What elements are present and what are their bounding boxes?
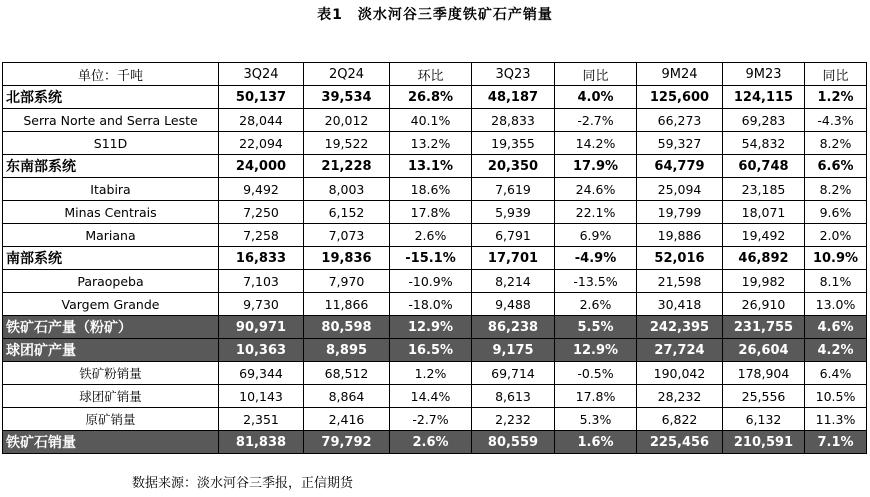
table-cell: 46,892	[723, 247, 805, 270]
table-cell: 2.6%	[390, 431, 472, 454]
table-cell: 69,344	[219, 362, 304, 385]
row-label-cell: 铁矿石产量（粉矿）	[3, 316, 219, 339]
table-header-row	[3, 63, 867, 86]
table-cell: 86,238	[472, 316, 555, 339]
table-row	[3, 86, 867, 109]
table-cell: 40.1%	[390, 109, 472, 132]
table-cell: 6.6%	[805, 155, 867, 178]
table-cell: 17,701	[472, 247, 555, 270]
table-cell: 19,886	[637, 224, 723, 247]
table-cell: 9,488	[472, 293, 555, 316]
table-cell: 9,492	[219, 178, 304, 201]
table-cell: -10.9%	[390, 270, 472, 293]
table-cell: 48,187	[472, 86, 555, 109]
table-cell: 12.9%	[555, 339, 637, 362]
table-cell: 10,363	[219, 339, 304, 362]
table-row	[3, 293, 867, 316]
table-cell: 19,492	[723, 224, 805, 247]
table-cell: -15.1%	[390, 247, 472, 270]
table-cell: 13.0%	[805, 293, 867, 316]
header-cell: 单位：千吨	[3, 63, 219, 86]
table-cell: 4.0%	[555, 86, 637, 109]
table-cell: 24,000	[219, 155, 304, 178]
table-cell: 1.6%	[555, 431, 637, 454]
table-row	[3, 224, 867, 247]
table-cell: 10,143	[219, 385, 304, 408]
table-cell: 14.2%	[555, 132, 637, 155]
table-cell: 90,971	[219, 316, 304, 339]
table-cell: 6.9%	[555, 224, 637, 247]
table-cell: 13.1%	[390, 155, 472, 178]
table-cell: 26.8%	[390, 86, 472, 109]
table-cell: 69,283	[723, 109, 805, 132]
iron-ore-table	[2, 62, 867, 454]
table-cell: 2.6%	[390, 224, 472, 247]
header-cell: 9M23	[723, 63, 805, 86]
table-cell: 225,456	[637, 431, 723, 454]
table-cell: 18.6%	[390, 178, 472, 201]
table-cell: 2,232	[472, 408, 555, 431]
row-label-cell: 南部系统	[3, 247, 219, 270]
table-cell: -0.5%	[555, 362, 637, 385]
table-cell: 7,103	[219, 270, 304, 293]
table-cell: 27,724	[637, 339, 723, 362]
table-cell: 26,604	[723, 339, 805, 362]
table-cell: 9,175	[472, 339, 555, 362]
table-body	[3, 86, 867, 454]
table-cell: 22.1%	[555, 201, 637, 224]
table-cell: 125,600	[637, 86, 723, 109]
table-cell: 20,012	[304, 109, 390, 132]
table-cell: 7,619	[472, 178, 555, 201]
table-row	[3, 339, 867, 362]
table-row	[3, 316, 867, 339]
table-cell: 9.6%	[805, 201, 867, 224]
table-cell: 4.6%	[805, 316, 867, 339]
table-cell: 4.2%	[805, 339, 867, 362]
table-cell: 5.5%	[555, 316, 637, 339]
table-cell: 1.2%	[805, 86, 867, 109]
row-label-cell: 铁矿石销量	[3, 431, 219, 454]
table-cell: 9,730	[219, 293, 304, 316]
table-cell: 16.5%	[390, 339, 472, 362]
table-cell: 52,016	[637, 247, 723, 270]
table-cell: 17.9%	[555, 155, 637, 178]
table-row	[3, 109, 867, 132]
table-row	[3, 385, 867, 408]
table-cell: 12.9%	[390, 316, 472, 339]
table-cell: 6,791	[472, 224, 555, 247]
table-row	[3, 178, 867, 201]
table-cell: 80,559	[472, 431, 555, 454]
table-cell: 8,214	[472, 270, 555, 293]
row-label-cell: 东南部系统	[3, 155, 219, 178]
row-label-cell: S11D	[3, 132, 219, 155]
table-cell: 21,598	[637, 270, 723, 293]
table-cell: 30,418	[637, 293, 723, 316]
table-cell: 17.8%	[390, 201, 472, 224]
table-cell: 5,939	[472, 201, 555, 224]
table-cell: 6,132	[723, 408, 805, 431]
table-cell: 13.2%	[390, 132, 472, 155]
row-label-cell: Itabira	[3, 178, 219, 201]
table-cell: 39,534	[304, 86, 390, 109]
table-cell: 19,836	[304, 247, 390, 270]
table-cell: 60,748	[723, 155, 805, 178]
table-cell: 2.6%	[555, 293, 637, 316]
table-cell: 2,416	[304, 408, 390, 431]
table-row	[3, 132, 867, 155]
table-cell: 19,799	[637, 201, 723, 224]
table-cell: 8,895	[304, 339, 390, 362]
table-cell: 19,522	[304, 132, 390, 155]
table-cell: 21,228	[304, 155, 390, 178]
table-cell: 59,327	[637, 132, 723, 155]
row-label-cell: 球团矿产量	[3, 339, 219, 362]
table-cell: -4.9%	[555, 247, 637, 270]
table-cell: 10.5%	[805, 385, 867, 408]
table-cell: 7,250	[219, 201, 304, 224]
table-cell: 79,792	[304, 431, 390, 454]
table-cell: 28,833	[472, 109, 555, 132]
table-cell: 8.2%	[805, 132, 867, 155]
table-cell: 8,003	[304, 178, 390, 201]
table-cell: 7,970	[304, 270, 390, 293]
table-cell: 5.3%	[555, 408, 637, 431]
table-cell: 19,982	[723, 270, 805, 293]
row-label-cell: Vargem Grande	[3, 293, 219, 316]
header-cell: 3Q24	[219, 63, 304, 86]
table-cell: 22,094	[219, 132, 304, 155]
table-cell: 6,822	[637, 408, 723, 431]
table-cell: 190,042	[637, 362, 723, 385]
table-cell: 242,395	[637, 316, 723, 339]
table-cell: 231,755	[723, 316, 805, 339]
header-cell: 2Q24	[304, 63, 390, 86]
row-label-cell: 原矿销量	[3, 408, 219, 431]
header-cell: 同比	[555, 63, 637, 86]
table-cell: 64,779	[637, 155, 723, 178]
table-row	[3, 270, 867, 293]
table-cell: 16,833	[219, 247, 304, 270]
table-cell: 24.6%	[555, 178, 637, 201]
table-cell: 14.4%	[390, 385, 472, 408]
table-title: 表1 淡水河谷三季度铁矿石产销量	[317, 7, 553, 23]
table-cell: 18,071	[723, 201, 805, 224]
table-cell: -13.5%	[555, 270, 637, 293]
table-cell: 80,598	[304, 316, 390, 339]
table-row	[3, 155, 867, 178]
table-row	[3, 201, 867, 224]
table-cell: 54,832	[723, 132, 805, 155]
table-cell: -2.7%	[555, 109, 637, 132]
table-cell: 69,714	[472, 362, 555, 385]
table-cell: 6.4%	[805, 362, 867, 385]
header-cell: 9M24	[637, 63, 723, 86]
table-cell: 7,073	[304, 224, 390, 247]
table-cell: 8,864	[304, 385, 390, 408]
row-label-cell: Paraopeba	[3, 270, 219, 293]
table-row	[3, 408, 867, 431]
table-cell: 2,351	[219, 408, 304, 431]
table-row	[3, 247, 867, 270]
table-cell: 25,094	[637, 178, 723, 201]
table-row	[3, 431, 867, 454]
table-cell: 124,115	[723, 86, 805, 109]
row-label-cell: 北部系统	[3, 86, 219, 109]
table-cell: 66,273	[637, 109, 723, 132]
table-cell: 2.0%	[805, 224, 867, 247]
table-cell: 8.2%	[805, 178, 867, 201]
table-cell: 11,866	[304, 293, 390, 316]
header-cell: 环比	[390, 63, 472, 86]
table-cell: 50,137	[219, 86, 304, 109]
table-cell: 7.1%	[805, 431, 867, 454]
table-cell: -2.7%	[390, 408, 472, 431]
row-label-cell: Mariana	[3, 224, 219, 247]
table-cell: 8,613	[472, 385, 555, 408]
row-label-cell: Minas Centrais	[3, 201, 219, 224]
row-label-cell: Serra Norte and Serra Leste	[3, 109, 219, 132]
table-cell: 8.1%	[805, 270, 867, 293]
table-cell: 81,838	[219, 431, 304, 454]
table-cell: 1.2%	[390, 362, 472, 385]
header-cell: 3Q23	[472, 63, 555, 86]
table-cell: 68,512	[304, 362, 390, 385]
data-source-note: 数据来源：淡水河谷三季报，正信期货	[132, 476, 354, 491]
row-label-cell: 铁矿粉销量	[3, 362, 219, 385]
table-cell: 28,044	[219, 109, 304, 132]
table-cell: 10.9%	[805, 247, 867, 270]
table-cell: 25,556	[723, 385, 805, 408]
table-cell: 7,258	[219, 224, 304, 247]
table-cell: 20,350	[472, 155, 555, 178]
table-cell: 17.8%	[555, 385, 637, 408]
table-cell: 28,232	[637, 385, 723, 408]
table-cell: 178,904	[723, 362, 805, 385]
table-cell: 210,591	[723, 431, 805, 454]
table-cell: 19,355	[472, 132, 555, 155]
table-cell: 26,910	[723, 293, 805, 316]
table-cell: 11.3%	[805, 408, 867, 431]
table-cell: 23,185	[723, 178, 805, 201]
table-cell: -18.0%	[390, 293, 472, 316]
table-cell: 6,152	[304, 201, 390, 224]
header-cell: 同比	[805, 63, 867, 86]
table-row	[3, 362, 867, 385]
table-cell: -4.3%	[805, 109, 867, 132]
row-label-cell: 球团矿销量	[3, 385, 219, 408]
